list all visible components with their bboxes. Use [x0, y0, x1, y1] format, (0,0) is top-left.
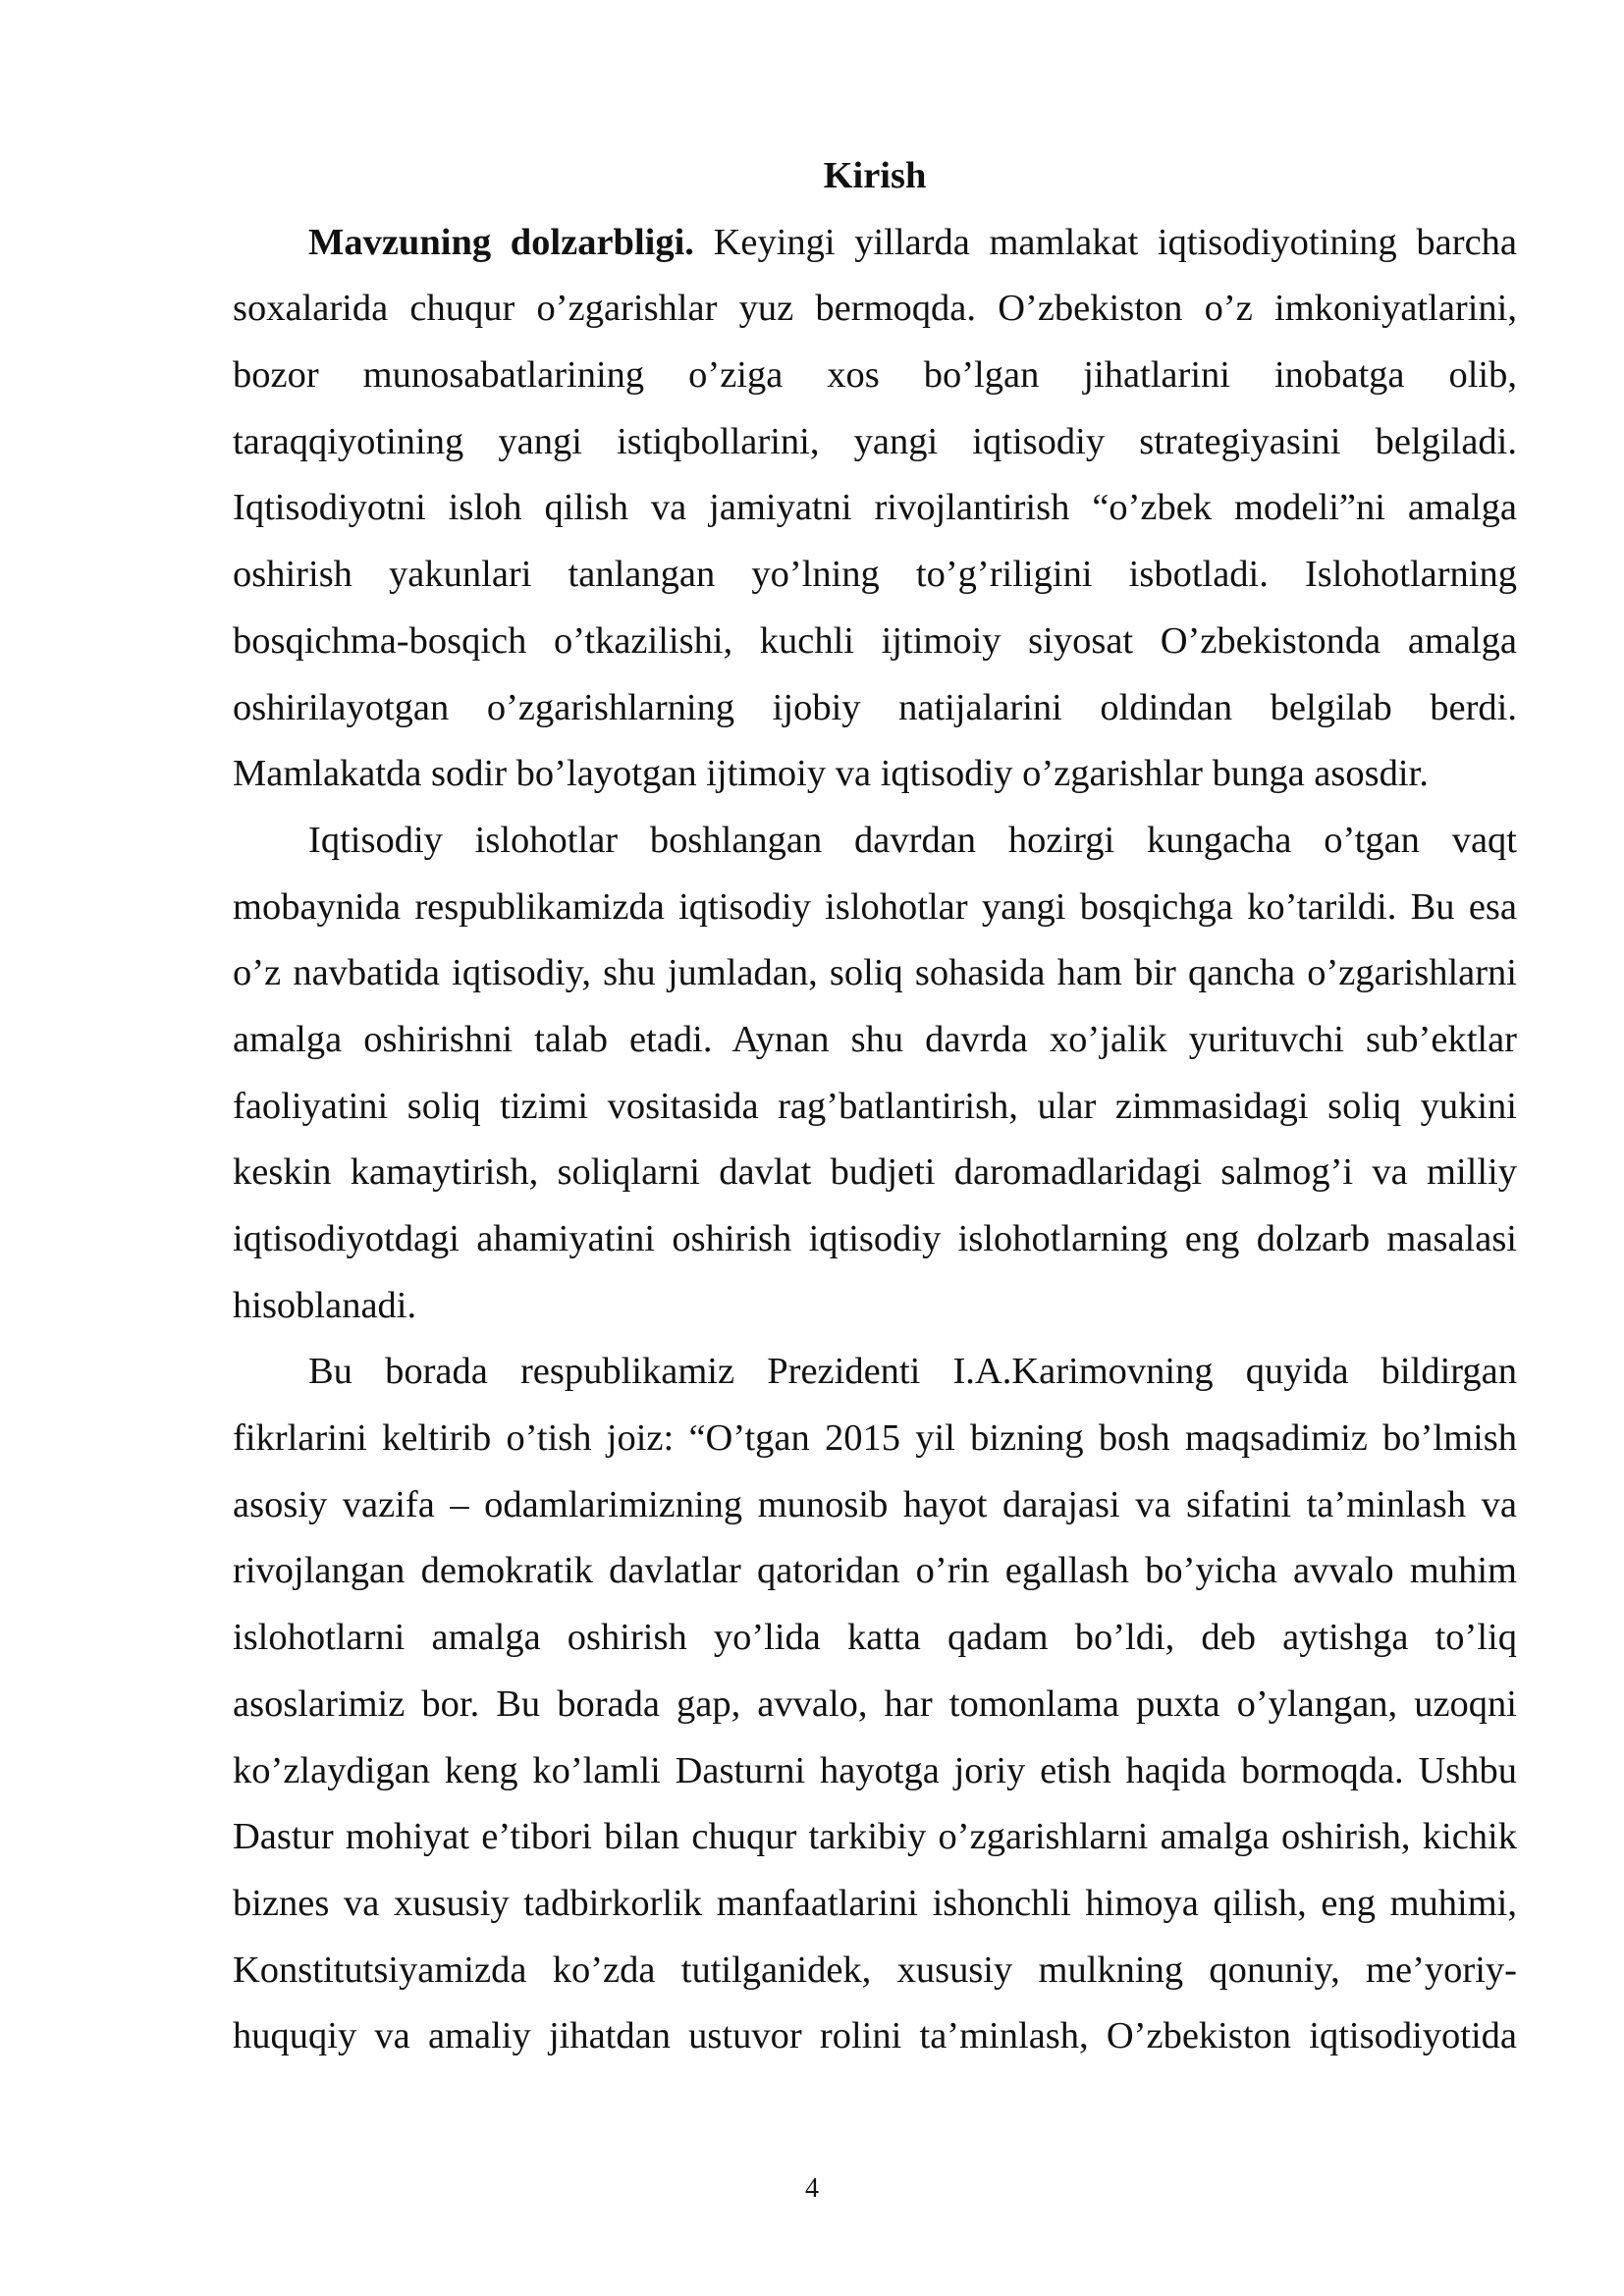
paragraph-relevance: [233, 210, 1517, 808]
text-line: Dastur mohiyat e’tibori bilan chuqur tarkibiy o’zgarishlarni amalga oshirish, kichik: [233, 1816, 1517, 1858]
text-line: rivojlangan demokratik davlatlar qatoridan o’rin egallash bo’yicha avvalo muhim: [233, 1550, 1517, 1592]
text-line: fikrlarini keltirib o’tish joiz: “O’tgan 2015 yil bizning bosh maqsadimiz bo’lmish: [233, 1417, 1517, 1460]
text-line: soxalarida chuqur o’zgarishlar yuz bermoqda. O’zbekiston o’z imkoniyatlarini,: [233, 288, 1517, 330]
text-line: hisoblanadi.: [233, 1284, 417, 1326]
text-line: ko’zlaydigan keng ko’lamli Dasturni hayotga joriy etish haqida bormoqda. Ushbu: [233, 1749, 1517, 1791]
text-line: Mamlakatda sodir bo’layotgan ijtimoiy va iqtisodiy o’zgarishlar bunga asosdir.: [233, 753, 1429, 795]
text-line: o’z navbatida iqtisodiy, shu jumladan, soliq sohasida ham bir qancha o’zgarishlarni: [233, 952, 1517, 994]
document-body: [233, 143, 1517, 2070]
paragraph-reforms: [233, 808, 1517, 1340]
lead-bold-heading: Mavzuning dolzarbligi.: [308, 221, 694, 263]
text-line: mobaynida respublikamizda iqtisodiy islohotlar yangi bosqichga ko’tarildi. Bu esa: [233, 885, 1517, 928]
text-line: bosqichma-bosqich o’tkazilishi, kuchli ijtimoiy siyosat O’zbekistonda amalga: [233, 619, 1517, 662]
text-line: islohotlarni amalga oshirish yo’lida katta qadam bo’ldi, deb aytishga to’liq: [233, 1617, 1517, 1659]
paragraph-quote: [233, 1339, 1517, 2070]
page-number: 4: [805, 2173, 819, 2204]
text-line: faoliyatini soliq tizimi vositasida rag’batlantirish, ular zimmasidagi soliq yukini: [233, 1085, 1517, 1127]
text-line: huquqiy va amaliy jihatdan ustuvor rolini ta’minlash, O’zbekiston iqtisodiyotida: [233, 2015, 1517, 2057]
text-line: keskin kamaytirish, soliqlarni davlat budjeti daromadlaridagi salmog’i va milliy: [233, 1151, 1517, 1194]
text-line: Bu borada respublikamiz Prezidenti I.A.Karimovning quyida bildirgan: [308, 1351, 1517, 1393]
text-line: bozor munosabatlarining o’ziga xos bo’lgan jihatlarini inobatga olib,: [233, 354, 1517, 397]
text-line-content: Keyingi yillarda mamlakat iqtisodiyotining barcha: [713, 221, 1517, 263]
text-line: Iqtisodiy islohotlar boshlangan davrdan hozirgi kungacha o’tgan vaqt: [308, 819, 1517, 861]
page-title: Kirish: [823, 155, 927, 196]
text-line: oshirilayotgan o’zgarishlarning ijobiy natijalarini oldindan belgilab berdi.: [233, 686, 1517, 728]
text-line: asosiy vazifa – odamlarimizning munosib hayot darajasi va sifatini ta’minlash va: [233, 1483, 1517, 1525]
text-line: [233, 210, 1517, 277]
text-line: taraqqiyotining yangi istiqbollarini, yangi iqtisodiy strategiyasini belgiladi.: [233, 420, 1517, 462]
text-line: iqtisodiyotdagi ahamiyatini oshirish iqtisodiy islohotlarning eng dolzarb masalasi: [233, 1218, 1517, 1259]
text-line: asoslarimiz bor. Bu borada gap, avvalo, har tomonlama puxta o’ylangan, uzoqni: [233, 1682, 1517, 1725]
text-line: oshirish yakunlari tanlangan yo’lning to’g’riligini isbotladi. Islohotlarning: [233, 554, 1517, 596]
text-line: Konstitutsiyamizda ko’zda tutilganidek, xususiy mulkning qonuniy, me’yoriy-: [233, 1949, 1517, 1991]
text-line: biznes va xususiy tadbirkorlik manfaatlarini ishonchli himoya qilish, eng muhimi,: [233, 1882, 1517, 1924]
text-line: Iqtisodiyotni isloh qilish va jamiyatni rivojlantirish “o’zbek modeli”ni amalga: [233, 487, 1517, 529]
text-line: amalga oshirishni talab etadi. Aynan shu davrda xo’jalik yurituvchi sub’ektlar: [233, 1018, 1517, 1060]
